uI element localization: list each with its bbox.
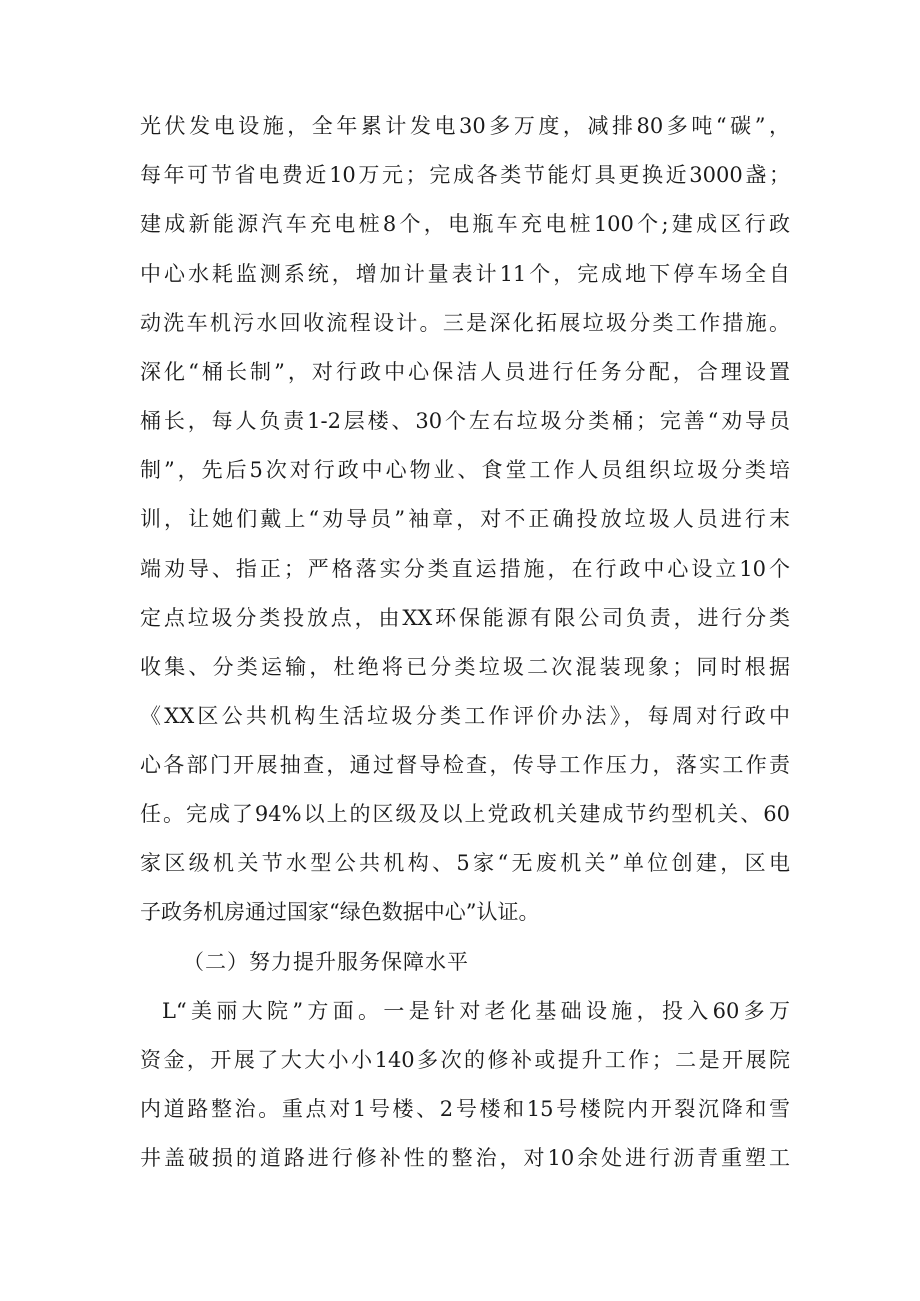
text-line: 训，让她们戴上“劝导员”袖章，对不正确投放垃圾人员进行末 — [140, 507, 790, 531]
text-line: 端劝导、指正；严格落实分类直运措施，在行政中心设立10个 — [140, 557, 790, 581]
text-line: 资金，开展了大大小小140多次的修补或提升工作；二是开展院 — [140, 1048, 790, 1072]
text-line: 心各部门开展抽查，通过督导检查，传导工作压力，落实工作责 — [140, 753, 790, 777]
text-line: 任。完成了94%以上的区级及以上党政机关建成节约型机关、60 — [140, 802, 790, 826]
text-line: 中心水耗监测系统，增加计量表计11个，完成地下停车场全自 — [140, 262, 790, 286]
text-line: 制”，先后5次对行政中心物业、食堂工作人员组织垃圾分类培 — [140, 458, 790, 482]
text-line: L“美丽大院”方面。一是针对老化基础设施，投入60多万 — [162, 999, 790, 1023]
text-line: 动洗车机污水回收流程设计。三是深化拓展垃圾分类工作措施。 — [140, 311, 790, 335]
text-line: 深化“桶长制”，对行政中心保洁人员进行任务分配，合理设置 — [140, 360, 790, 384]
text-line: 每年可节省电费近10万元；完成各类节能灯具更换近3000盏； — [140, 163, 790, 187]
text-line: 内道路整治。重点对1号楼、2号楼和15号楼院内开裂沉降和雪 — [140, 1097, 790, 1121]
text-line: 光伏发电设施，全年累计发电30多万度，减排80多吨“碳”， — [140, 114, 790, 138]
section-heading: （二）努力提升服务保障水平 — [183, 950, 469, 974]
text-line: 建成新能源汽车充电桩8个，电瓶车充电桩100个;建成区行政 — [140, 212, 790, 236]
text-line: 定点垃圾分类投放点，由XX环保能源有限公司负责，进行分类 — [140, 606, 790, 630]
text-line: 子政务机房通过国家“绿色数据中心”认证。 — [140, 900, 540, 924]
text-line: 家区级机关节水型公共机构、5家“无废机关”单位创建，区电 — [140, 851, 790, 875]
text-line: 《XX区公共机构生活垃圾分类工作评价办法》，每周对行政中 — [140, 704, 790, 728]
text-line: 井盖破损的道路进行修补性的整治，对10余处进行沥青重塑工 — [140, 1146, 790, 1170]
text-line: 收集、分类运输，杜绝将已分类垃圾二次混装现象；同时根据 — [140, 655, 790, 679]
text-line: 桶长，每人负责1-2层楼、30个左右垃圾分类桶；完善“劝导员 — [140, 409, 790, 433]
